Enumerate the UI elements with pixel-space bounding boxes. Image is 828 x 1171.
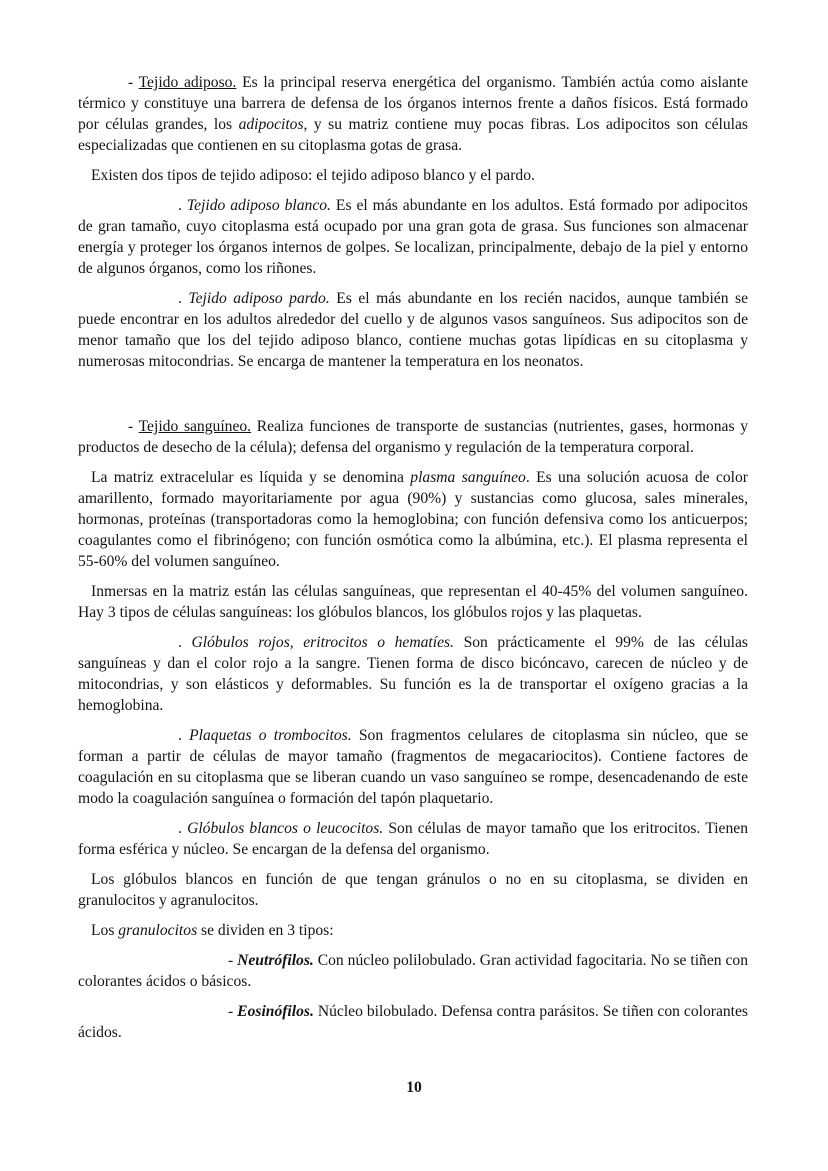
paragraph [78,288,748,372]
text-run-normal: Núcleo bilobulado. Defensa contra parásitos. Se tiñen con colorantes ácidos. [78,1003,748,1041]
text-run-normal: Los glóbulos blancos en función de que tengan gránulos o no en su citoplasma, se dividen en granulocitos y agranulocitos. [78,871,748,909]
text-run-normal: Los [91,922,119,939]
text-run-italic: Glóbulos rojos, eritrocitos o hematíes. [191,634,454,651]
paragraph [78,195,748,279]
paragraph [78,869,748,911]
text-run-normal: . Es una solución acuosa de color amarillento, formado mayoritariamente por agua (90%) y sustancias como glucosa, sales minerales, hormonas, proteínas (transportadoras como la hemoglobina; con función defensiva como los anticuerpos; coagulantes como el fibrinógeno; con función osmótica como la albúmina, etc.). El plasma representa el 55-60% del volumen sanguíneo. [78,469,748,570]
text-run-normal: Realiza funciones de transporte de sustancias (nutrientes, gases, hormonas y productos de desecho de la célula); defensa del organismo y regulación de la temperatura corporal. [78,418,749,456]
text-run-normal: Son fragmentos celulares de citoplasma sin núcleo, que se forman a partir de células de mayor tamaño (fragmentos de megacariocitos). Contiene factores de coagulación en su citoplasma que se liberan cuando un vaso sanguíneo se rompe, desencadenando de este modo la coagulación sanguínea o formación del tapón plaquetario. [78,727,748,807]
text-run-underline: Tejido adiposo. [138,74,237,91]
text-run-italic: Plaquetas o trombocitos. [189,727,352,744]
paragraph [78,950,748,992]
text-run-italic: Glóbulos blancos o leucocitos. [187,820,384,837]
text-run-normal: La matriz extracelular es líquida y se denomina [91,469,411,486]
paragraph [78,1001,748,1043]
paragraph [78,725,748,809]
text-run-normal: - [228,1003,238,1020]
text-run-normal: Son prácticamente el 99% de las células sanguíneas y dan el color rojo a la sangre. Tienen forma de disco bicóncavo, carecen de núcleo y de mitocondrias, y son elásticos y deformables. Su función es la de transportar el oxígeno gracias a la hemoglobina. [78,634,749,714]
text-run-normal: Son células de mayor tamaño que los eritrocitos. Tienen forma esférica y núcleo. Se encargan de la defensa del organismo. [78,820,748,858]
paragraph [78,920,748,941]
paragraph [78,467,748,572]
text-run-normal: Es el más abundante en los recién nacidos, aunque también se puede encontrar en los adultos alrededor del cuello y de algunos vasos sanguíneos. Sus adipocitos son de menor tamaño que los del tejido adiposo blanco, contiene muchas gotas lipídicas en su citoplasma y numerosas mitocondrias. Se encarga de mantener la temperatura en los neonatos. [78,290,748,370]
text-run-normal: Es la principal reserva energética del organismo. También actúa como aislante térmico y constituye una barrera de defensa de los órganos internos frente a daños físicos. Está formado por células grandes, los [78,74,748,133]
text-run-normal: Inmersas en la matriz están las células sanguíneas, que representan el 40-45% del volumen sanguíneo. Hay 3 tipos de células sanguíneas: los glóbulos blancos, los glóbulos rojos y las plaquetas. [78,583,748,621]
text-run-normal: Es el más abundante en los adultos. Está formado por adipocitos de gran tamaño, cuyo citoplasma está ocupado por una gran gota de grasa. Sus funciones son almacenar energía y proteger los órganos internos de golpes. Se localizan, principalmente, debajo de la piel y entorno de algunos órganos, como los riñones. [78,197,748,277]
text-run-bold-italic: Eosinófilos. [237,1003,314,1020]
text-run-normal: . [178,634,192,651]
text-run-underline: Tejido sanguíneo. [138,418,252,435]
text-run-normal: Existen dos tipos de tejido adiposo: el tejido adiposo blanco y el pardo. [91,167,535,184]
text-run-normal: - [228,952,238,969]
page-number: 10 [406,1079,422,1096]
text-run-normal: . [178,290,189,307]
text-run-normal: . [178,197,187,214]
text-run-normal: . [178,820,188,837]
paragraph [78,165,748,186]
text-run-italic: plasma sanguíneo [410,469,526,486]
text-run-normal: - [128,418,139,435]
text-run-bold-italic: Neutrófilos. [237,952,314,969]
paragraph [78,72,748,156]
text-run-normal: - [128,74,139,91]
paragraph [78,818,748,860]
text-run-italic: Tejido adiposo pardo. [188,290,330,307]
paragraph [78,581,748,623]
text-run-italic: Tejido adiposo blanco. [186,197,331,214]
text-run-normal: se dividen en 3 tipos: [197,922,334,939]
text-run-normal: , y su matriz contiene muy pocas fibras. Los adipocitos son células especializadas que contienen en su citoplasma gotas de grasa. [78,116,749,154]
text-run-normal: . [178,727,190,744]
paragraph [78,416,748,458]
text-run-italic: granulocitos [118,922,198,939]
paragraph [78,632,748,716]
text-run-normal: Con núcleo polilobulado. Gran actividad fagocitaria. No se tiñen con colorantes ácidos o básicos. [78,952,748,990]
text-run-italic: adipocitos [238,116,304,133]
